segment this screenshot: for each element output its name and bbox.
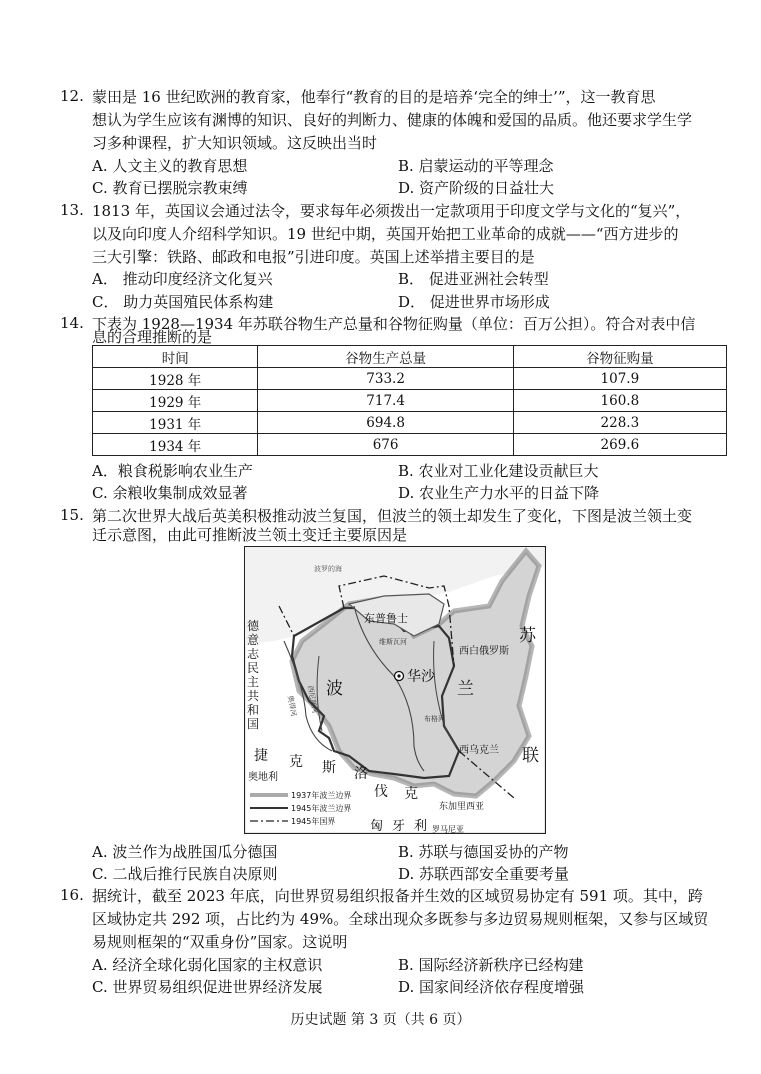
- question-15-option-b: B. 苏联与德国妥协的产物: [398, 843, 569, 861]
- table-cell: 1929 年: [93, 390, 258, 412]
- question-15-number: 15.: [60, 506, 84, 524]
- table-cell: 269.6: [513, 434, 726, 456]
- question-12-option-d: D. 资产阶级的日益壮大: [398, 179, 555, 197]
- question-14-number: 14.: [60, 314, 84, 332]
- bug-label: 布格河: [424, 715, 445, 723]
- table-row: [93, 412, 727, 434]
- hungary-char: 利: [414, 819, 428, 834]
- question-14-line-1: 下表为 1928—1934 年苏联谷物生产总量和谷物征购量（单位：百万公担）。符合对表中信: [92, 315, 696, 333]
- warsaw-label: 华沙: [407, 669, 435, 685]
- question-12-line-3: 习多种课程，扩大知识领域。这反映出当时: [92, 134, 378, 152]
- legend-label-1937: 1937年波兰边界: [291, 791, 352, 800]
- table-cell: 676: [258, 434, 513, 456]
- germany-char: 意: [247, 633, 260, 647]
- table-header-cell: 谷物征购量: [513, 346, 726, 368]
- grain-table: [92, 345, 727, 456]
- czecho-char: 克: [289, 754, 303, 770]
- czecho-char: 捷: [254, 748, 268, 764]
- question-16-option-d: D. 国家间经济依存程度增强: [398, 978, 585, 996]
- question-14-option-a: A．粮食税影响农业生产: [92, 462, 253, 480]
- question-16-line-1: 据统计，截至 2023 年底，向世界贸易组织报备并生效的区域贸易协定有 591 项。其中，跨: [92, 887, 703, 905]
- west-belarus-label: 西白俄罗斯: [459, 646, 509, 657]
- lan-label: 兰: [457, 679, 474, 699]
- question-16-line-3: 易规则框架的“双重身份”国家。这说明: [92, 933, 348, 951]
- question-12-option-a: A. 人文主义的教育思想: [92, 157, 248, 175]
- question-13-option-b: B． 促进亚洲社会转型: [398, 270, 549, 288]
- question-12-option-b: B. 启蒙运动的平等理念: [398, 157, 554, 175]
- czecho-char: 伐: [374, 784, 388, 800]
- question-12-number: 12.: [60, 87, 84, 105]
- germany-char: 主: [247, 675, 260, 689]
- table-header-cell: 时间: [93, 346, 258, 368]
- question-13-option-c: C． 助力英国殖民体系构建: [92, 293, 274, 311]
- baltic-sea-label: 波罗的海: [314, 565, 342, 573]
- question-13-option-a: A． 推动印度经济文化复兴: [92, 270, 273, 288]
- question-15-option-c: C. 二战后推行民族自决原则: [92, 865, 278, 883]
- question-13-option-d: D． 促进世界市场形成: [398, 293, 550, 311]
- warsaw-marker-dot: [397, 674, 400, 677]
- su-label: 苏: [519, 626, 536, 646]
- table-header-cell: 谷物生产总量: [258, 346, 513, 368]
- germany-char: 德: [247, 619, 260, 633]
- east-prussia-label: 东普鲁士: [364, 612, 408, 625]
- hungary-char: 匈: [370, 819, 384, 834]
- neisse-label: 西尼斯河: [306, 684, 319, 714]
- question-14-option-b: B. 农业对工业化建设贡献巨大: [398, 462, 599, 480]
- question-16-option-b: B. 国际经济新秩序已经构建: [398, 956, 584, 974]
- legend-label-1945-state: 1945年国界: [291, 817, 336, 826]
- question-12-line-1: 蒙田是 16 世纪欧洲的教育家，他奉行“教育的目的是培养‘完全的绅士’”，这一教育思: [92, 88, 656, 106]
- legend-label-1945-poland: 1945年波兰边界: [291, 804, 352, 813]
- question-15-option-a: A. 波兰作为战胜国瓜分德国: [92, 843, 278, 861]
- vistula-label: 维斯瓦河: [379, 638, 407, 646]
- table-header-row: [93, 346, 727, 368]
- table-cell: 1934 年: [93, 434, 258, 456]
- table-row: [93, 390, 727, 412]
- table-cell: 228.3: [513, 412, 726, 434]
- east-galicia-label: 东加里西亚: [439, 802, 485, 812]
- question-15-line-1: 第二次世界大战后英美积极推动波兰复国，但波兰的领土却发生了变化，下图是波兰领土变: [92, 507, 693, 525]
- germany-char: 国: [247, 717, 260, 731]
- romania-label: 罗马尼亚: [432, 825, 464, 834]
- map-svg: [244, 546, 546, 834]
- page-footer: 历史试题 第 3 页（共 6 页）: [290, 1012, 471, 1028]
- question-15-option-d: D. 苏联西部安全重要考量: [398, 865, 570, 883]
- austria-label: 奥地利: [248, 772, 278, 783]
- question-16-number: 16.: [60, 886, 84, 904]
- question-13-line-3: 三大引擎：铁路、邮政和电报”引进印度。英国上述举措主要目的是: [92, 248, 535, 266]
- table-cell: 694.8: [258, 412, 513, 434]
- czecho-char: 洛: [354, 766, 368, 782]
- table-cell: 1928 年: [93, 368, 258, 390]
- question-14-option-c: C. 余粮收集制成效显著: [92, 484, 248, 502]
- question-13-line-1: 1813 年，英国议会通过法令，要求每年必须拨出一定款项用于印度文学与文化的“复兴”，: [92, 202, 691, 220]
- west-ukraine-label: 西乌克兰: [459, 745, 499, 756]
- question-12-line-2: 想认为学生应该有渊博的知识、良好的判断力、健康的体魄和爱国的品质。他还要求学生学: [92, 111, 693, 129]
- question-13-line-2: 以及向印度人介绍科学知识。19 世纪中期，英国开始把工业革命的成就——“西方进步的: [92, 225, 679, 243]
- germany-dem-label: [247, 619, 260, 731]
- table-cell: 1931 年: [93, 412, 258, 434]
- oder-label: 奥得河: [286, 694, 298, 718]
- question-16-line-2: 区域协定共 292 项，占比约为 49%。全球出现众多既参与多边贸易规则框架，又参与区域贸: [92, 910, 709, 928]
- czecho-char: 斯: [322, 760, 336, 776]
- hungary-label: [370, 818, 427, 834]
- table-row: [93, 368, 727, 390]
- question-14-line-2: 息的合理推断的是: [92, 328, 213, 346]
- question-16-option-c: C. 世界贸易组织促进世界经济发展: [92, 978, 323, 996]
- germany-char: 志: [247, 647, 260, 661]
- table-cell: 107.9: [513, 368, 726, 390]
- lian-label: 联: [522, 746, 539, 766]
- question-14-option-d: D. 农业生产力水平的日益下降: [398, 484, 600, 502]
- question-13-number: 13.: [60, 201, 84, 219]
- question-15-line-2: 迁示意图，由此可推断波兰领土变迁主要原因是: [92, 526, 408, 544]
- question-12-option-c: C. 教育已摆脱宗教束缚: [92, 179, 248, 197]
- table-cell: 733.2: [258, 368, 513, 390]
- czecho-char: 克: [404, 786, 418, 802]
- germany-char: 民: [247, 661, 260, 675]
- table-cell: 717.4: [258, 390, 513, 412]
- table-cell: 160.8: [513, 390, 726, 412]
- germany-char: 共: [247, 689, 260, 703]
- poland-territory-map: [244, 546, 546, 834]
- table-row: [93, 434, 727, 456]
- po-label: 波: [326, 679, 343, 699]
- germany-char: 和: [247, 703, 260, 717]
- question-16-option-a: A. 经济全球化弱化国家的主权意识: [92, 956, 323, 974]
- hungary-char: 牙: [392, 819, 406, 834]
